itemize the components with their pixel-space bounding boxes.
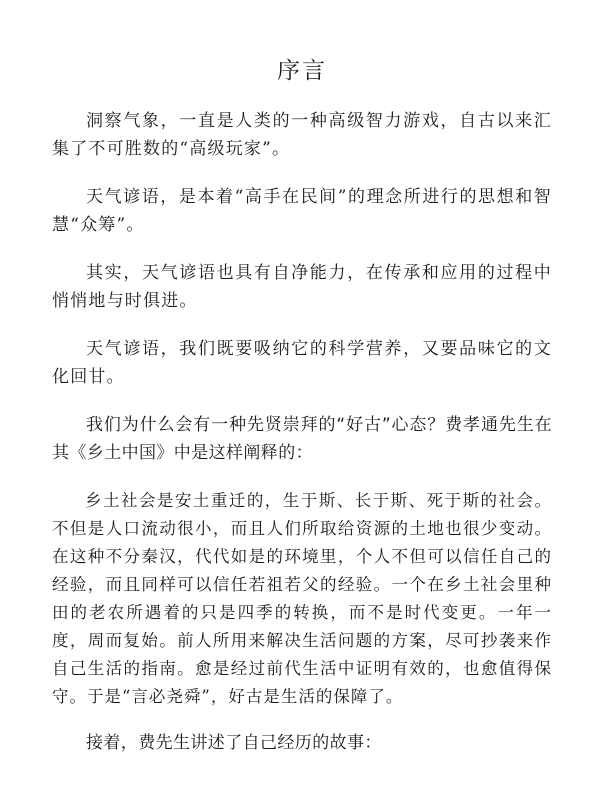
paragraph-7: 接着，费先生讲述了自己经历的故事：: [86, 733, 382, 753]
page-title: 序言: [277, 58, 327, 84]
paragraph-5: 我们为什么会有一种先贤崇拜的“好古”心态？费孝通先生在其《乡土中国》中是这样阐释的：: [52, 415, 552, 463]
paragraph-3: 其实，天气谚语也具有自净能力，在传承和应用的过程中悄悄地与时俱进。: [52, 263, 552, 311]
paragraph-2: 天气谚语，是本着“高手在民间”的理念所进行的思想和智慧“众筹”。: [52, 187, 552, 235]
quotation-block: 乡土社会是安土重迁的，生于斯、长于斯、死于斯的社会。不但是人口流动很小，而且人们所取给资源的土地也很少变动。在这种不分秦汉，代代如是的环境里，个人不但可以信任自己的经验，而且同样可以信任若祖若父的经验。一个在乡土社会里种田的老农所遇着的只是四季的转换，而不是时代变更。一年一度，周而复始。前人所用来解决生活问题的方案，尽可抄袭来作自己生活的指南。愈是经过前代生活中证明有效的，也愈值得保守。于是“言必尧舜”，好古是生活的保障了。: [52, 491, 552, 706]
paragraph-4: 天气谚语，我们既要吸纳它的科学营养，又要品味它的文化回甘。: [52, 339, 552, 387]
paragraph-1: 洞察气象，一直是人类的一种高级智力游戏，自古以来汇集了不可胜数的“高级玩家”。: [52, 111, 552, 159]
